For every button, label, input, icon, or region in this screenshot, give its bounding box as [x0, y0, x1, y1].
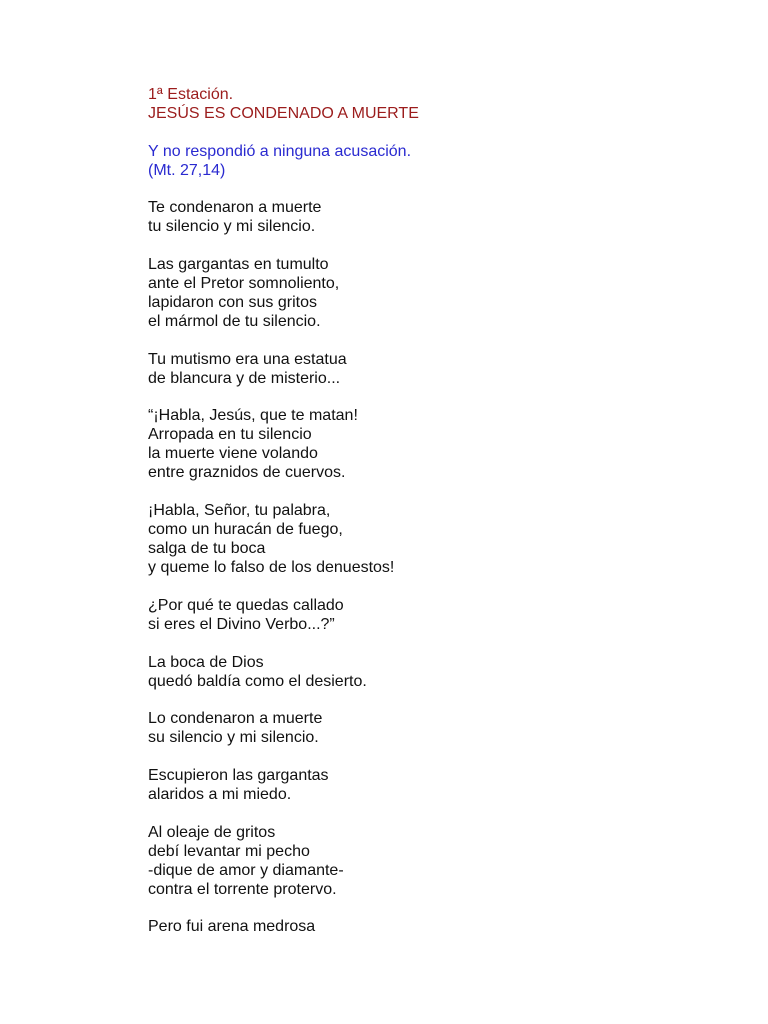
- verse-line: como un huracán de fuego,: [148, 521, 343, 539]
- stanza: [148, 823, 708, 899]
- stanza: [148, 917, 708, 936]
- verse-line: el mármol de tu silencio.: [148, 313, 321, 331]
- verse-line: Al oleaje de gritos: [148, 823, 276, 841]
- verse-line: -dique de amor y diamante-: [148, 861, 344, 879]
- spacer: [148, 123, 708, 142]
- stanza: [148, 653, 708, 691]
- verse-line: Las gargantas en tumulto: [148, 256, 329, 274]
- spacer: [148, 804, 708, 823]
- verse-line: Pero fui arena medrosa: [148, 918, 316, 936]
- verse-line: quedó baldía como el desierto.: [148, 672, 367, 690]
- stanza: [148, 198, 708, 236]
- verse-line: su silencio y mi silencio.: [148, 729, 319, 747]
- verse-line: Lo condenaron a muerte: [148, 710, 323, 728]
- verse-line: si eres el Divino Verbo...?”: [148, 615, 335, 633]
- poem-body: [148, 85, 708, 936]
- verse-line: de blancura y de misterio...: [148, 369, 341, 387]
- verse-line: Arropada en tu silencio: [148, 426, 312, 444]
- stanza: [148, 501, 708, 577]
- verse-line: la muerte viene volando: [148, 445, 318, 463]
- verse-line: debí levantar mi pecho: [148, 842, 310, 860]
- verse-line: salga de tu boca: [148, 540, 266, 558]
- station-title: JESÚS ES CONDENADO A MUERTE: [148, 105, 419, 122]
- epigraph-reference: (Mt. 27,14): [148, 161, 226, 179]
- verse-line: ¿Por qué te quedas callado: [148, 596, 344, 614]
- stanza: [148, 350, 708, 388]
- verse-line: lapidaron con sus gritos: [148, 294, 317, 312]
- verse-line: Tu mutismo era una estatua: [148, 350, 347, 368]
- verse-line: Te condenaron a muerte: [148, 199, 322, 217]
- stanza-list: [148, 198, 708, 936]
- verse-line: alaridos a mi miedo.: [148, 785, 292, 803]
- spacer: [148, 331, 708, 350]
- stanza: [148, 406, 708, 482]
- spacer: [148, 236, 708, 255]
- verse-line: tu silencio y mi silencio.: [148, 218, 316, 236]
- verse-line: y queme lo falso de los denuestos!: [148, 559, 395, 577]
- verse-line: La boca de Dios: [148, 653, 264, 671]
- spacer: [148, 388, 708, 407]
- spacer: [148, 180, 708, 199]
- verse-line: “¡Habla, Jesús, que te matan!: [148, 407, 358, 425]
- epigraph-quote: Y no respondió a ninguna acusación.: [148, 142, 412, 160]
- spacer: [148, 634, 708, 653]
- verse-line: ante el Pretor somnoliento,: [148, 275, 340, 293]
- stanza: [148, 709, 708, 747]
- verse-line: Escupieron las gargantas: [148, 766, 329, 784]
- spacer: [148, 577, 708, 596]
- verse-line: contra el torrente protervo.: [148, 880, 337, 898]
- spacer: [148, 899, 708, 918]
- spacer: [148, 747, 708, 766]
- verse-line: ¡Habla, Señor, tu palabra,: [148, 502, 331, 520]
- station-number: 1ª Estación.: [148, 86, 234, 103]
- stanza: [148, 766, 708, 804]
- spacer: [148, 691, 708, 710]
- verse-line: entre graznidos de cuervos.: [148, 464, 346, 482]
- spacer: [148, 482, 708, 501]
- stanza: [148, 255, 708, 331]
- stanza: [148, 596, 708, 634]
